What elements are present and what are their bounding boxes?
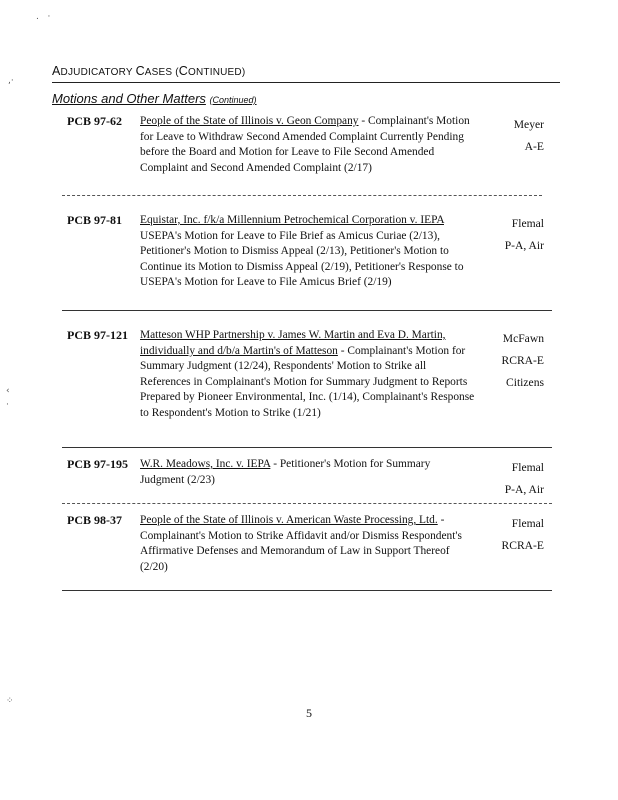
case-title: People of the State of Illinois v. Geon Company	[140, 115, 359, 127]
board-member: McFawn	[502, 332, 544, 345]
case-type: Citizens	[506, 376, 544, 389]
case-category: P-A, Air	[504, 483, 544, 496]
case-category: RCRA-E	[501, 539, 544, 552]
scan-speck: ,·	[8, 76, 14, 86]
case-assignment	[478, 213, 544, 257]
case-title: W.R. Meadows, Inc. v. IEPA	[140, 458, 271, 470]
case-number: PCB 97-121	[67, 328, 128, 342]
case-number: PCB 97-62	[67, 114, 122, 128]
page-number: 5	[306, 706, 312, 720]
case-divider	[62, 195, 542, 196]
section-header: ADJUDICATORY CASES (CONTINUED)	[52, 64, 246, 78]
case-number: PCB 97-81	[67, 213, 122, 227]
scan-speck: ·	[6, 400, 9, 410]
case-description: - Complainant's Motion for Summary Judgment (12/24), Respondents' Motion to Strike all References in Complainant's Motion for Summary Judgment to Reports Prepared by Pioneer Environmental, Inc. (1/14), Complainant's Response to Respondent's Motion to Strike (1/21)	[140, 344, 475, 419]
board-member: Meyer	[513, 118, 544, 131]
subsection-title: Motions and Other Matters	[52, 91, 206, 106]
case-number: PCB 97-195	[67, 457, 128, 471]
case-title: Matteson WHP Partnership v. James W. Martin and Eva D. Martin, individually and d/b/a Martin's of Matteson	[140, 329, 446, 357]
board-member: Flemal	[511, 217, 544, 230]
case-number: PCB 98-37	[67, 513, 122, 527]
case-title: People of the State of Illinois v. American Waste Processing, Ltd.	[140, 514, 438, 526]
case-category: A-E	[524, 140, 544, 153]
case-body	[140, 457, 475, 488]
subsection-header	[52, 91, 257, 106]
board-member: Flemal	[511, 461, 544, 474]
case-description: USEPA's Motion for Leave to File Brief as Amicus Curiae (2/13), Petitioner's Motion to Dismiss Appeal (2/13), Petitioner's Motion to Continue its Motion to Dismiss Appeal (2/19), Petitioner's Response to USEPA's Motion for Leave to File Amicus Brief (2/19)	[140, 229, 464, 289]
case-assignment	[478, 513, 544, 557]
header-rule	[52, 82, 560, 83]
case-assignment	[478, 328, 544, 394]
case-divider	[62, 503, 552, 504]
case-body	[140, 114, 475, 176]
case-body	[140, 513, 475, 575]
subsection-continued: (Continued)	[209, 95, 257, 105]
case-category: RCRA-E	[501, 354, 544, 367]
case-description: - Petitioner's Motion for Summary Judgment (2/23)	[140, 458, 431, 486]
case-category: P-A, Air	[504, 239, 544, 252]
case-divider	[62, 447, 552, 448]
scan-speck: . ·	[36, 12, 51, 22]
case-description: - Complainant's Motion for Leave to Withdraw Second Amended Complaint Currently Pending before the Board and Motion for Leave to File Second Amended Complaint and Second Amended Complaint (2/17)	[140, 115, 470, 174]
case-assignment	[478, 114, 544, 158]
case-assignment	[478, 457, 544, 501]
scan-speck: ‹	[6, 386, 10, 396]
case-divider	[62, 590, 552, 591]
case-description: - Complainant's Motion to Strike Affidavit and/or Dismiss Respondent's Affirmative Defenses and Memorandum of Law in Support Thereof (2/20)	[140, 514, 462, 573]
board-member: Flemal	[511, 517, 544, 530]
case-body	[140, 328, 475, 422]
case-title: Equistar, Inc. f/k/a Millennium Petrochemical Corporation v. IEPA	[140, 214, 444, 226]
case-body	[140, 213, 475, 291]
case-divider	[62, 310, 552, 311]
scan-speck: ⁘	[6, 696, 14, 706]
